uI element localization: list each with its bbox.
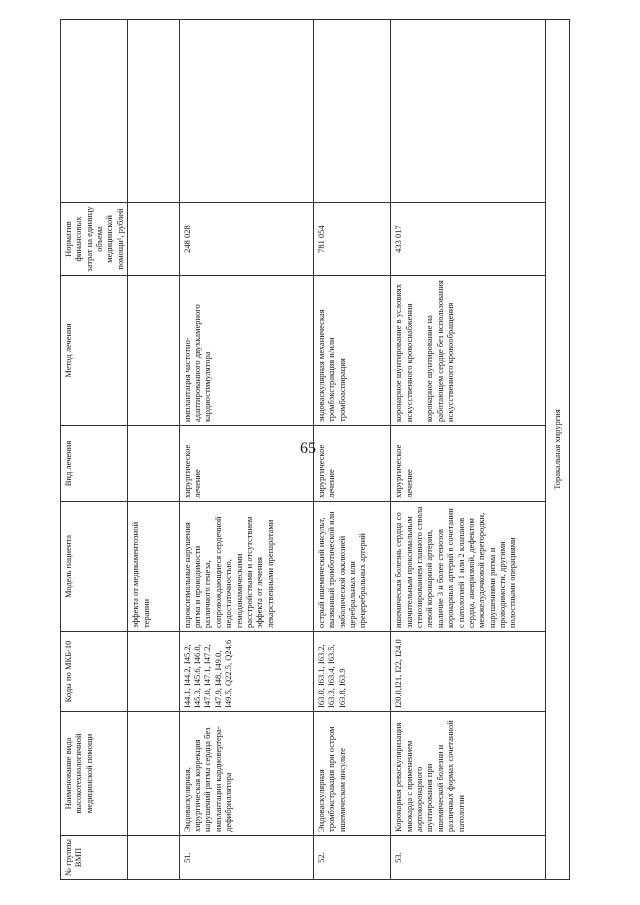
row-51-method: имплантация частотно-адаптированного двухкамерного кардиостимулятора — [179, 276, 313, 426]
row-51-model: пароксизмальные нарушения ритма и проводимости различного генеза, сопровождающиеся сердечной недостаточностью, гемодинамическими расстройствами и отсутствием эффекта от лечения лекарственными препаратами — [179, 502, 313, 632]
cell-empty — [391, 20, 546, 203]
row-52-cost: 781 054 — [313, 203, 390, 276]
row-53-type: хирургическое лечение — [391, 426, 546, 502]
cell-empty — [128, 632, 180, 712]
row-52-type: хирургическое лечение — [313, 426, 390, 502]
page-number: 65 — [300, 440, 316, 457]
header-row — [61, 20, 128, 880]
row-53-cost: 433 017 — [391, 203, 546, 276]
row-51-name: Эндоваскулярная, хирургическая коррекция нарушений ритма сердца без имплантации кардиовертера-дефибриллятора — [179, 712, 313, 836]
row-52-codes: I63.0, I63.1, I63.2, I63.3, I63.4, I63.5, I63.8, I63.9 — [313, 632, 390, 712]
header-cost: Норматив финансовых затрат на единицу объема медицинской помощи¹, рублей — [61, 203, 128, 276]
vmp-table — [60, 19, 570, 880]
header-num: № группы ВМП — [61, 836, 128, 880]
row-51-cost: 248 028 — [179, 203, 313, 276]
cell-empty — [128, 20, 180, 203]
header-type: Вид лечения — [61, 426, 128, 502]
row-52-num: 52. — [313, 836, 390, 880]
row-53-codes: I20.0,I21, I22, I24.0 — [391, 632, 546, 712]
cell-model-continuation: эффекта от медикаментозной терапии — [128, 502, 180, 632]
row-53-num: 53. — [391, 836, 546, 880]
header-name: Наименование вида высокотехнологичной медицинской помощи — [61, 712, 128, 836]
header-method: Метод лечения — [61, 276, 128, 426]
cell-empty — [128, 426, 180, 502]
row-53-name: Коронарная реваскуляризация миокарда с применением аортокоронарного шунтирования при ишемической болезни и различных формах сочетанной патологии — [391, 712, 546, 836]
row-53-method-2: коронарное шунтирование на работающем сердце без использования искусственного кровообращения — [424, 280, 456, 422]
row-51-codes: I44.1, I44.2, I45.2, I45.3, I45.6, I46.0, I47.0, I47.1, I47.2, I47.9, I48, I49.0, I49.5, Q22.5, Q24.6 — [179, 632, 313, 712]
row-52-model: острый ишемический инсульт, вызванный тромботической или эмболической окклюзией церебральных или прецеребральных артерий — [313, 502, 390, 632]
table-row — [128, 20, 180, 880]
cell-empty — [179, 20, 313, 203]
table-row — [313, 20, 390, 880]
row-53-method-1: коронарное шунтирование в условиях искусственного кровоснабжения — [393, 284, 414, 422]
cell-empty — [313, 20, 390, 203]
row-53-method — [391, 276, 546, 426]
cell-empty — [128, 276, 180, 426]
header-empty — [61, 20, 128, 203]
section-row — [546, 20, 570, 880]
header-codes: Коды по МКБ-10 — [61, 632, 128, 712]
section-title: Торакальная хирургия — [546, 20, 570, 880]
table-row — [179, 20, 313, 880]
cell-empty — [128, 203, 180, 276]
row-51-type: хирургическое лечение — [179, 426, 313, 502]
table-row — [391, 20, 546, 880]
row-51-num: 51. — [179, 836, 313, 880]
rotated-table-wrapper — [60, 20, 570, 880]
cell-empty — [128, 712, 180, 836]
row-53-model: ишемическая болезнь сердца со значительным проксимальным стенозированием главного ствола левой коронарной артерии, наличие 3 и более стенозов коронарных артерий в сочетании с патологией 1 или 2 клапанов сердца, аневризмой, дефектом межжелудочковой перегородки, нарушениями ритма и проводимости, другими полостными операциями — [391, 502, 546, 632]
row-52-method: эндоваскулярная механическая тромбэкстракция и/или тромбоаспирация — [313, 276, 390, 426]
row-52-name: Эндоваскулярная тромбэкстракция при остром ишемическом инсульте — [313, 712, 390, 836]
header-model: Модель пациента — [61, 502, 128, 632]
cell-empty — [128, 836, 180, 880]
